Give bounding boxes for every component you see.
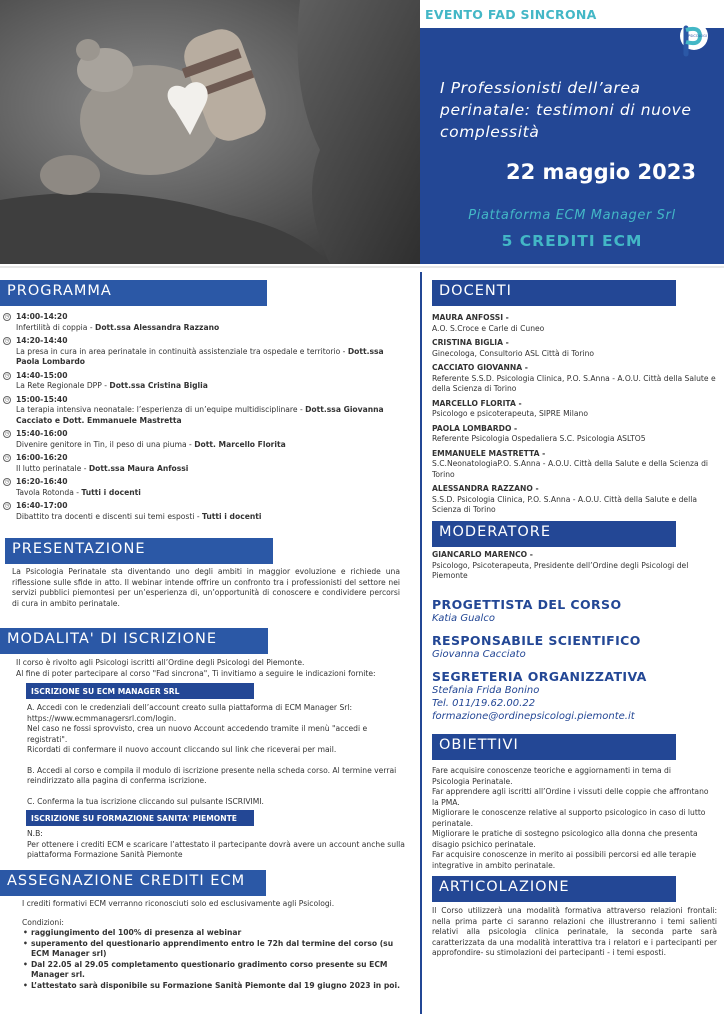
rule [0, 266, 724, 268]
segreteria-label: SEGRETERIA ORGANIZZATIVA [432, 669, 647, 684]
articolazione-heading: ARTICOLAZIONE [432, 876, 676, 902]
clock-icon: ◷ [4, 372, 10, 379]
clock-icon: ◷ [4, 314, 10, 320]
programma-item: ◷ 15:40-16:00 Divenire genitore in Tin, il peso di una piuma - Dott. Marcello Florita [4, 429, 286, 449]
logo [668, 18, 714, 58]
articolazione-text: Il Corso utilizzerà una modalità formativa attraverso relazioni frontali: nella prima parte ci saranno relazioni che illustreranno i temi salienti relativi alla psicologia clinica perinatale, la seconda parte sarà caratterizzata da una modalità interattiva tra i relatori e i partecipanti per approfondire- su stimolazioni dei partecipanti - i temi esposti. [432, 906, 717, 957]
iscrizione-block: Il corso è rivolto agli Psicologi iscritti all’Ordine degli Psicologi del Piemonte. Al fine di poter partecipare al corso "Fad sincrona", Ti invitiamo a seguire le indicazioni fornite: ISCRIZIONE SU ECM MANAGER SRL A. Accedi con le credenziali dell’account creato sulla piattaforma di ECM Manager Srl: https://www.ecmmanagersrl.com/login. Nel caso ne fossi sprovvisto, crea un nuovo Account accedendo tramite il menù "accedi e registrati". Ricordati di confermare il nuovo account cliccando sul link che riceverai per mail. B. Accedi al corso e compila il modulo di iscrizione presente nella scheda corso. Al termine verrai reindirizzato alla pagina di conferma iscrizione. C. Conferma la tua iscrizione cliccando sul pulsante ISCRIVIMI. ISCRIZIONE SU FORMAZIONE SANITA' PIEMONTE N.B: Per ottenere i crediti ECM e scaricare l’attestato il partecipante dovrà avere un account anche sulla piattaforma Formazione Sanità Piemonte [16, 658, 405, 859]
programma-item: ◷ 16:00-16:20 Il lutto perinatale - Dott.ssa Maura Anfossi [4, 453, 189, 473]
progettista-label: PROGETTISTA DEL CORSO [432, 597, 622, 612]
clock-icon: ◷ [4, 479, 10, 485]
programma-item: ◷ 16:20-16:40 Tavola Rotonda - Tutti i docenti [4, 477, 141, 497]
header-panel [420, 28, 724, 264]
event-credits: 5 CREDITI ECM [501, 232, 643, 250]
column-divider [420, 272, 422, 1014]
docenti-heading: DOCENTI [432, 280, 676, 306]
programma-list [6, 312, 406, 525]
segreteria-tel: Tel. 011/19.62.00.22 [432, 698, 536, 709]
presentazione-text: La Psicologia Perinatale sta diventando uno degli ambiti in maggior evoluzione e richiede una riflessione sulle sfide in atto. Il webinar intende offrire un confronto tra i professionisti del settore nei servizi pubblici piemontesi per un’esperienza di, un’opportunità di conoscere e condividere percorsi di cura in ambito perinatale. [12, 567, 400, 608]
clock-icon: ◷ [4, 431, 10, 437]
clock-icon: ◷ [4, 503, 10, 509]
progettista-name: Katia Gualco [432, 613, 495, 624]
programma-item: ◷ 14:00-14:20 Infertilità di coppia - Dott.ssa Alessandra Razzano [4, 312, 220, 332]
iscrizione-heading: MODALITA' DI ISCRIZIONE [0, 628, 268, 654]
crediti-block: I crediti formativi ECM verranno riconosciuti solo ed esclusivamente agli Psicologi. Condizioni: • raggiungimento del 100% di presenza al webinar • superamento del questionario apprendimento entro le 72h dal termine del corso (su ECM Manager srl) • Dal 22.05 al 29.05 completamento questionario gradimento corso presente su ECM Manager srl. • L’attestato sarà disponibile su Formazione Sanità Piemonte dal 19 giugno 2023 in poi. [22, 899, 407, 991]
programma-item: ◷ 14:20-14:40 La presa in cura in area perinatale in continuità assistenziale tra ospedale e territorio - Dott.ssa Paola Lombardo [4, 336, 384, 366]
segreteria-name: Stefania Frida Bonino [432, 685, 540, 696]
programma-heading: PROGRAMMA [0, 280, 267, 306]
staff-block [432, 597, 722, 723]
hero-image [0, 0, 424, 264]
fsp-subheading: ISCRIZIONE SU FORMAZIONE SANITA' PIEMONTE [26, 810, 254, 826]
programma-item: ◷ 16:40-17:00 Dibattito tra docenti e discenti sui temi esposti - Tutti i docenti [4, 501, 262, 521]
event-title: I Professionisti dell’area perinatale: testimoni di nuove complessità [440, 79, 692, 141]
event-label: EVENTO FAD SINCRONA [425, 7, 597, 22]
event-date: 22 maggio 2023 [505, 160, 696, 184]
obiettivi-text: Fare acquisire conoscenze teoriche e aggiornamenti in tema di Psicologia Perinatale. Far apprendere agli iscritti all’Ordine i vissuti delle coppie che affrontano la PMA. Migliorare le conoscenze relative al supporto psicologico in caso di lutto perinatale. Migliorare le pratiche di sostegno psicologico alla donna che presenta disagio psichico perinatale. Far acquisire conoscenze in merito ai possibili percorsi ed alle terapie integrative in ambito perinatale. [432, 766, 709, 870]
moderatore-heading: MODERATORE [432, 521, 676, 547]
logo-text: PSICOLOGI [688, 34, 707, 38]
clock-icon: ◷ [4, 455, 10, 461]
presentazione-heading: PRESENTAZIONE [5, 538, 273, 564]
clock-icon: ◷ [4, 396, 10, 403]
ecm-subheading: ISCRIZIONE SU ECM MANAGER SRL [26, 683, 254, 699]
responsabile-name: Giovanna Cacciato [432, 649, 526, 660]
responsabile-label: RESPONSABILE SCIENTIFICO [432, 633, 641, 648]
segreteria-email[interactable]: formazione@ordinepsicologi.piemonte.it [432, 711, 635, 722]
crediti-heading: ASSEGNAZIONE CREDITI ECM [0, 870, 266, 896]
clock-icon: ◷ [4, 338, 10, 344]
event-platform: Piattaforma ECM Manager Srl [468, 208, 676, 223]
obiettivi-heading: OBIETTIVI [432, 734, 676, 760]
programma-item: ◷ 14:40-15:00 La Rete Regionale DPP - Dott.ssa Cristina Biglia [4, 370, 208, 390]
docenti-list: MAURA ANFOSSI - A.O. S.Croce e Carle di Cuneo CRISTINA BIGLIA - Ginecologa, Consultorio ASL Città di Torino CACCIATO GIOVANNA - Referente S.S.D. Psicologia Clinica, P.O. S.Anna - A.O.U. Città della Salute e della Scienza di Torino MARCELLO FLORITA - Psicologo e psicoterapeuta, SIPRE Milano PAOLA LOMBARDO - Referente Psicologia Ospedaliera S.C. Psicologia ASLTO5 EMMANUELE MASTRETTA - S.C.NeonatologiaP.O. S.Anna - A.O.U. Città della Salute e della Scienza di Torino ALESSANDRA RAZZANO - S.S.D. Psicologia Clinica, P.O. S.Anna - A.O.U. Città della Salute e della Scienza di Torino [432, 313, 716, 514]
moderatore-block: GIANCARLO MARENCO - Psicologo, Psicoterapeuta, Presidente dell’Ordine degli Psicologi del Piemonte [432, 550, 689, 580]
programma-item: ◷ 15:00-15:40 La terapia intensiva neonatale: l’esperienza di un’equipe multidisciplinare - Dott.ssa Giovanna Cacciato e Dott. Emmanuele Mastretta [4, 394, 384, 425]
